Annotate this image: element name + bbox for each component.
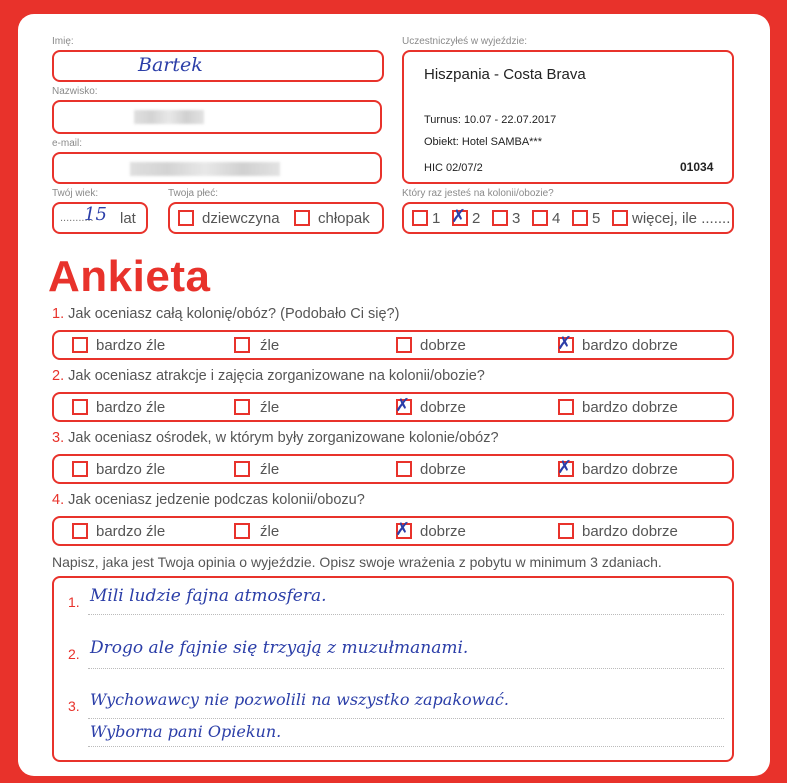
q1-zle-checkbox[interactable] bbox=[234, 337, 250, 353]
q2-dobrze-checkbox[interactable] bbox=[395, 395, 412, 416]
age-field[interactable] bbox=[52, 202, 148, 234]
times-more-label: więcej, ile ....... bbox=[632, 210, 731, 227]
opinion-3-text: Wychowawcy nie pozwolili na wszystko zapakować. bbox=[90, 690, 509, 709]
times-label: Który raz jesteś na kolonii/obozie? bbox=[402, 188, 554, 199]
question-2 bbox=[52, 368, 485, 384]
age-dots: ........... bbox=[60, 212, 94, 224]
q4-zle-checkbox[interactable] bbox=[234, 523, 250, 539]
times-5-checkbox[interactable] bbox=[572, 210, 588, 226]
times-5-label: 5 bbox=[592, 210, 601, 227]
q3-zle-label: źle bbox=[260, 461, 280, 478]
check-mark-icon: ✗ bbox=[557, 457, 573, 478]
trip-obiekt: Obiekt: Hotel SAMBA*** bbox=[424, 136, 542, 148]
q4-bardzo-zle-label: bardzo źle bbox=[96, 523, 166, 540]
q2-zle-label: źle bbox=[260, 399, 280, 416]
question-4-number: 4. bbox=[52, 492, 65, 508]
survey-form bbox=[18, 14, 770, 776]
q3-dobrze-label: dobrze bbox=[420, 461, 466, 478]
question-1-number: 1. bbox=[52, 306, 65, 322]
q2-zle-checkbox[interactable] bbox=[234, 399, 250, 415]
surname-redacted bbox=[134, 110, 204, 124]
times-3-checkbox[interactable] bbox=[492, 210, 508, 226]
check-mark-icon: ✗ bbox=[557, 333, 573, 354]
question-1 bbox=[52, 306, 399, 322]
opinion-prompt: Napisz, jaka jest Twoja opinia o wyjeździe. Opisz swoje wrażenia z pobytu w minimum 3 zdaniach. bbox=[52, 554, 662, 570]
opinion-1-text: Mili ludzie fajna atmosfera. bbox=[90, 586, 327, 606]
name-value: Bartek bbox=[138, 54, 203, 76]
q3-bardzo-dobrze-checkbox[interactable] bbox=[557, 457, 574, 478]
q3-bardzo-zle-label: bardzo źle bbox=[96, 461, 166, 478]
gender-male-checkbox[interactable] bbox=[294, 210, 310, 226]
q1-zle-label: źle bbox=[260, 337, 280, 354]
writing-line bbox=[88, 718, 724, 719]
surname-label: Nazwisko: bbox=[52, 86, 98, 97]
q1-bardzo-zle-checkbox[interactable] bbox=[72, 337, 88, 353]
q4-dobrze-checkbox[interactable] bbox=[395, 519, 412, 540]
q2-dobrze-label: dobrze bbox=[420, 399, 466, 416]
age-unit: lat bbox=[120, 210, 136, 227]
name-label: Imię: bbox=[52, 36, 74, 47]
email-label: e-mail: bbox=[52, 138, 83, 149]
q3-zle-checkbox[interactable] bbox=[234, 461, 250, 477]
times-2-checkbox[interactable] bbox=[451, 206, 468, 227]
email-redacted bbox=[130, 162, 280, 176]
q1-bardzo-zle-label: bardzo źle bbox=[96, 337, 166, 354]
times-more-checkbox[interactable] bbox=[612, 210, 628, 226]
q4-zle-label: źle bbox=[260, 523, 280, 540]
age-value: 15 bbox=[84, 204, 107, 225]
times-3-label: 3 bbox=[512, 210, 521, 227]
gender-field bbox=[168, 202, 384, 234]
q1-bardzo-dobrze-checkbox[interactable] bbox=[557, 333, 574, 354]
survey-title: Ankieta bbox=[48, 252, 211, 301]
q3-dobrze-checkbox[interactable] bbox=[396, 461, 412, 477]
trip-destination: Hiszpania - Costa Brava bbox=[424, 66, 586, 83]
q1-dobrze-checkbox[interactable] bbox=[396, 337, 412, 353]
q2-bardzo-zle-checkbox[interactable] bbox=[72, 399, 88, 415]
gender-female-checkbox[interactable] bbox=[178, 210, 194, 226]
name-field[interactable] bbox=[52, 50, 384, 82]
question-1-text: Jak oceniasz całą kolonię/obóz? (Podobało Ci się?) bbox=[68, 306, 400, 322]
question-3-text: Jak oceniasz ośrodek, w którym były zorganizowane kolonie/obóz? bbox=[68, 430, 499, 446]
q2-bardzo-zle-label: bardzo źle bbox=[96, 399, 166, 416]
question-2-text: Jak oceniasz atrakcje i zajęcia zorganizowane na kolonii/obozie? bbox=[68, 368, 485, 384]
trip-code: HIC 02/07/2 bbox=[424, 162, 483, 174]
check-mark-icon: ✗ bbox=[395, 519, 411, 540]
writing-line bbox=[88, 614, 724, 615]
times-2-label: 2 bbox=[472, 210, 481, 227]
times-4-checkbox[interactable] bbox=[532, 210, 548, 226]
times-4-label: 4 bbox=[552, 210, 561, 227]
gender-male-label: chłopak bbox=[318, 210, 370, 227]
q4-bardzo-dobrze-label: bardzo dobrze bbox=[582, 523, 678, 540]
opinion-3-text-line-2: Wyborna pani Opiekun. bbox=[90, 722, 282, 741]
opinion-1-number: 1. bbox=[68, 594, 80, 610]
email-field[interactable] bbox=[52, 152, 382, 184]
question-2-options bbox=[52, 392, 734, 422]
participant-label: Uczestniczyłeś w wyjeździe: bbox=[402, 36, 528, 47]
opinion-3-number: 3. bbox=[68, 698, 80, 714]
gender-label: Twoja płeć: bbox=[168, 188, 219, 199]
opinion-2-number: 2. bbox=[68, 646, 80, 662]
times-field bbox=[402, 202, 734, 234]
trip-info-box bbox=[402, 50, 734, 184]
q1-bardzo-dobrze-label: bardzo dobrze bbox=[582, 337, 678, 354]
writing-line bbox=[88, 746, 724, 747]
question-2-number: 2. bbox=[52, 368, 65, 384]
q4-bardzo-zle-checkbox[interactable] bbox=[72, 523, 88, 539]
trip-number: 01034 bbox=[680, 160, 714, 174]
writing-line bbox=[88, 668, 724, 669]
age-label: Twój wiek: bbox=[52, 188, 99, 199]
trip-turnus: Turnus: 10.07 - 22.07.2017 bbox=[424, 114, 557, 126]
q4-dobrze-label: dobrze bbox=[420, 523, 466, 540]
question-3-number: 3. bbox=[52, 430, 65, 446]
q2-bardzo-dobrze-checkbox[interactable] bbox=[558, 399, 574, 415]
question-1-options bbox=[52, 330, 734, 360]
check-mark-icon: ✗ bbox=[451, 206, 467, 227]
question-3 bbox=[52, 430, 499, 446]
question-4 bbox=[52, 492, 365, 508]
q3-bardzo-zle-checkbox[interactable] bbox=[72, 461, 88, 477]
question-3-options bbox=[52, 454, 734, 484]
check-mark-icon: ✗ bbox=[395, 395, 411, 416]
gender-female-label: dziewczyna bbox=[202, 210, 280, 227]
q4-bardzo-dobrze-checkbox[interactable] bbox=[558, 523, 574, 539]
q3-bardzo-dobrze-label: bardzo dobrze bbox=[582, 461, 678, 478]
opinion-2-text: Drogo ale fajnie się trzyają z muzułmanami. bbox=[90, 638, 469, 658]
q2-bardzo-dobrze-label: bardzo dobrze bbox=[582, 399, 678, 416]
times-1-checkbox[interactable] bbox=[412, 210, 428, 226]
question-4-text: Jak oceniasz jedzenie podczas kolonii/obozu? bbox=[68, 492, 365, 508]
surname-field[interactable] bbox=[52, 100, 382, 134]
question-4-options bbox=[52, 516, 734, 546]
times-1-label: 1 bbox=[432, 210, 441, 227]
q1-dobrze-label: dobrze bbox=[420, 337, 466, 354]
